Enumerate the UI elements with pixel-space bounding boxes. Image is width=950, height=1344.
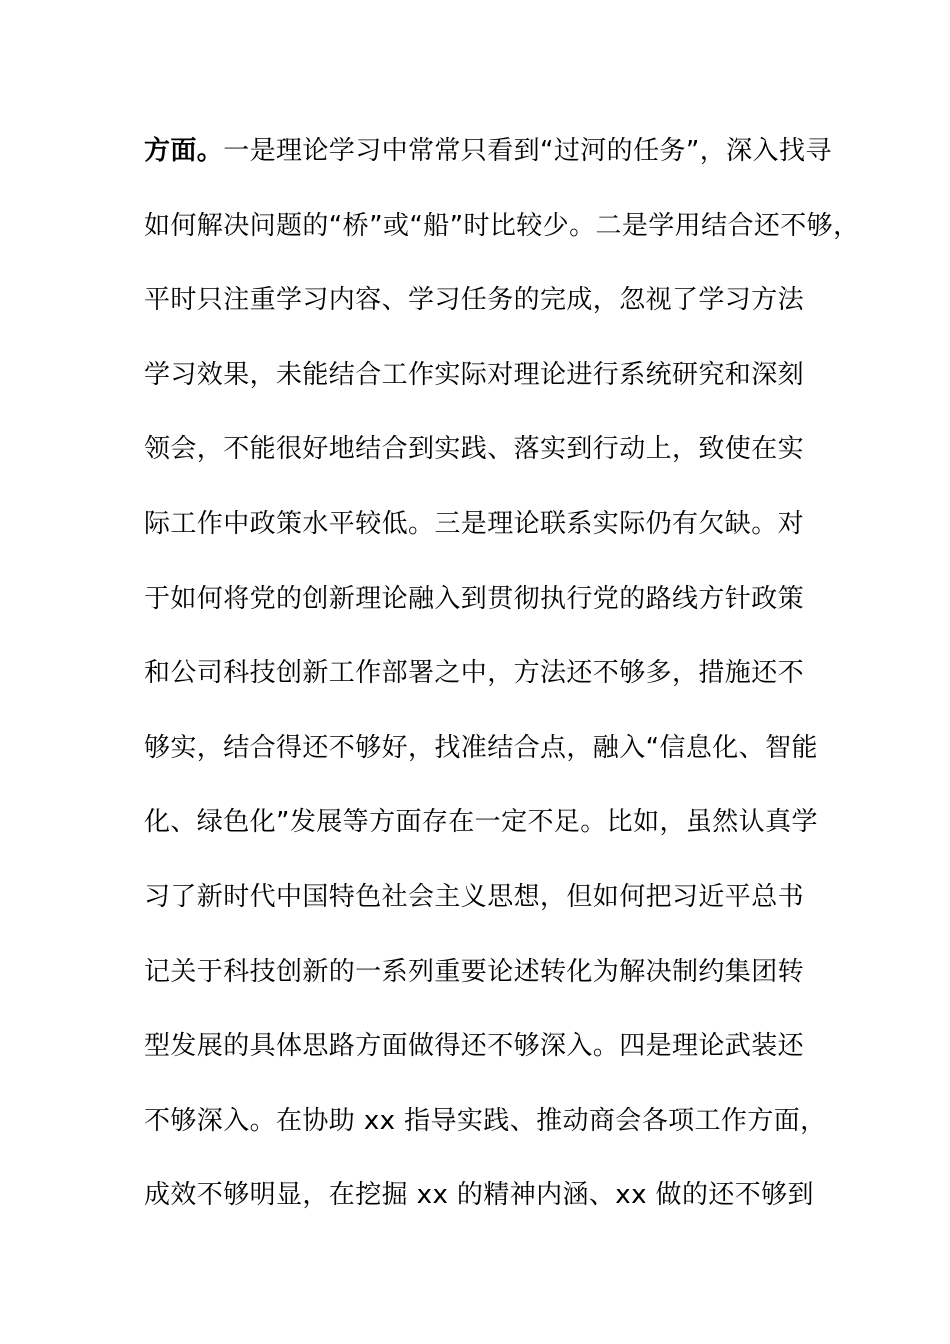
line-text: 够实，结合得还不够好，找准结合点，融入“信息化、智能: [144, 732, 818, 763]
bold-lead: 方面。: [144, 136, 224, 166]
line-text: 成效不够明显，在挖掘 xx 的精神内涵、xx 做的还不够到: [144, 1180, 814, 1211]
text-line-15: [144, 1172, 844, 1247]
line-text: 如何解决问题的“桥”或“船”时比较少。二是学用结合还不够，: [144, 210, 860, 241]
line-text: 际工作中政策水平较低。三是理论联系实际仍有欠缺。对: [144, 508, 805, 539]
text-line-13: [144, 1023, 844, 1098]
line-text: 学习效果，未能结合工作实际对理论进行系统研究和深刻: [144, 359, 805, 390]
line-text: 和公司科技创新工作部署之中，方法还不够多，措施还不: [144, 658, 805, 689]
line-text: 一是理论学习中常常只看到“过河的任务”，深入找寻: [223, 136, 832, 166]
text-line-6: [144, 501, 844, 576]
line-text: 型发展的具体思路方面做得还不够深入。四是理论武装还: [144, 1031, 805, 1062]
text-line-1: [144, 128, 844, 203]
line-text: 化、绿色化”发展等方面存在一定不足。比如，虽然认真学: [144, 807, 818, 838]
line-text: 不够深入。在协助 xx 指导实践、推动商会各项工作方面，: [144, 1105, 827, 1136]
line-text: 习了新时代中国特色社会主义思想，但如何把习近平总书: [144, 881, 805, 912]
text-line-2: [144, 203, 860, 278]
line-text: 于如何将党的创新理论融入到贯彻执行党的路线方针政策: [144, 583, 805, 614]
text-line-5: [144, 426, 844, 501]
text-line-12: [144, 949, 844, 1024]
text-line-9: [144, 725, 844, 800]
body-text: [144, 128, 860, 1247]
text-line-8: [144, 650, 844, 725]
line-text: 记关于科技创新的一系列重要论述转化为解决制约集团转: [144, 956, 805, 987]
text-line-7: [144, 576, 844, 651]
text-line-14: [144, 1098, 844, 1173]
line-text: 平时只注重学习内容、学习任务的完成，忽视了学习方法: [144, 285, 805, 316]
text-line-11: [144, 874, 844, 949]
text-line-3: [144, 277, 844, 352]
text-line-10: [144, 799, 844, 874]
line-text: 领会，不能很好地结合到实践、落实到行动上，致使在实: [144, 434, 805, 465]
text-line-4: [144, 352, 844, 427]
